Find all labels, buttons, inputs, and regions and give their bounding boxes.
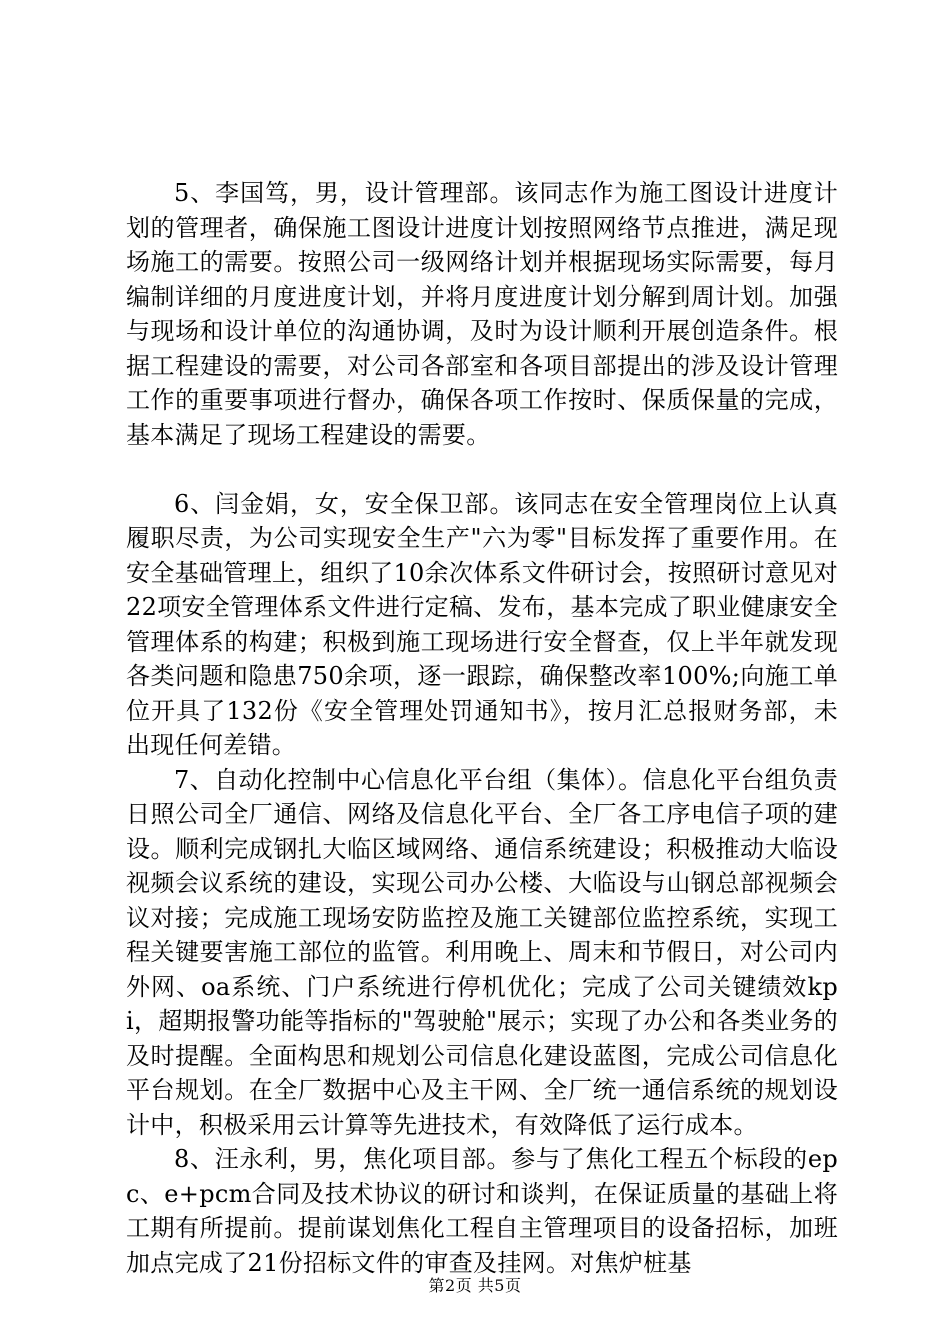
- paragraph-7-it-platform-group: 7、自动化控制中心信息化平台组（集体）。信息化平台组负责日照公司全厂通信、网络及信息化平台、全厂各工序电信子项的建设。顺利完成钢扎大临区域网络、通信系统建设；积极推动大临设视频会议系统的建设，实现公司办公楼、大临设与山钢总部视频会议对接；完成施工现场安防监控及施工关键部位监控系统，实现工程关键要害施工部位的监管。利用晚上、周末和节假日，对公司内外网、oa系统、门户系统进行停机优化；完成了公司关键绩效kpi，超期报警功能等指标的"驾驶舱"展示；实现了办公和各类业务的及时提醒。全面构思和规划公司信息化建设蓝图，完成公司信息化平台规划。在全厂数据中心及主干网、全厂统一通信系统的规划设计中，积极采用云计算等先进技术，有效降低了运行成本。: [126, 765, 838, 1139]
- document-body: [126, 176, 838, 1280]
- page-footer: 第2页 共5页: [428, 1276, 522, 1295]
- paragraph-6-yan-jinjuan: 6、闫金娟，女，安全保卫部。该同志在安全管理岗位上认真履职尽责，为公司实现安全生产"六为零"目标发挥了重要作用。在安全基础管理上，组织了10余次体系文件研讨会，按照研讨意见对22项安全管理体系文件进行定稿、发布，基本完成了职业健康安全管理体系的构建；积极到施工现场进行安全督查，仅上半年就发现各类问题和隐患750余项，逐一跟踪，确保整改率100%;向施工单位开具了132份《安全管理处罚通知书》，按月汇总报财务部，未出现任何差错。: [126, 489, 838, 759]
- paragraph-8-wang-yongli: 8、汪永利，男，焦化项目部。参与了焦化工程五个标段的epc、e+pcm合同及技术协议的研讨和谈判，在保证质量的基础上将工期有所提前。提前谋划焦化工程自主管理项目的设备招标，加班加点完成了21份招标文件的审查及挂网。对焦炉桩基: [126, 1145, 838, 1277]
- paragraph-5-li-guodu: 5、李国笃，男，设计管理部。该同志作为施工图设计进度计划的管理者，确保施工图设计进度计划按照网络节点推进，满足现场施工的需要。按照公司一级网络计划并根据现场实际需要，每月编制详细的月度进度计划，并将月度进度计划分解到周计划。加强与现场和设计单位的沟通协调，及时为设计顺利开展创造条件。根据工程建设的需要，对公司各部室和各项目部提出的涉及设计管理工作的重要事项进行督办，确保各项工作按时、保质保量的完成，基本满足了现场工程建设的需要。: [126, 179, 838, 449]
